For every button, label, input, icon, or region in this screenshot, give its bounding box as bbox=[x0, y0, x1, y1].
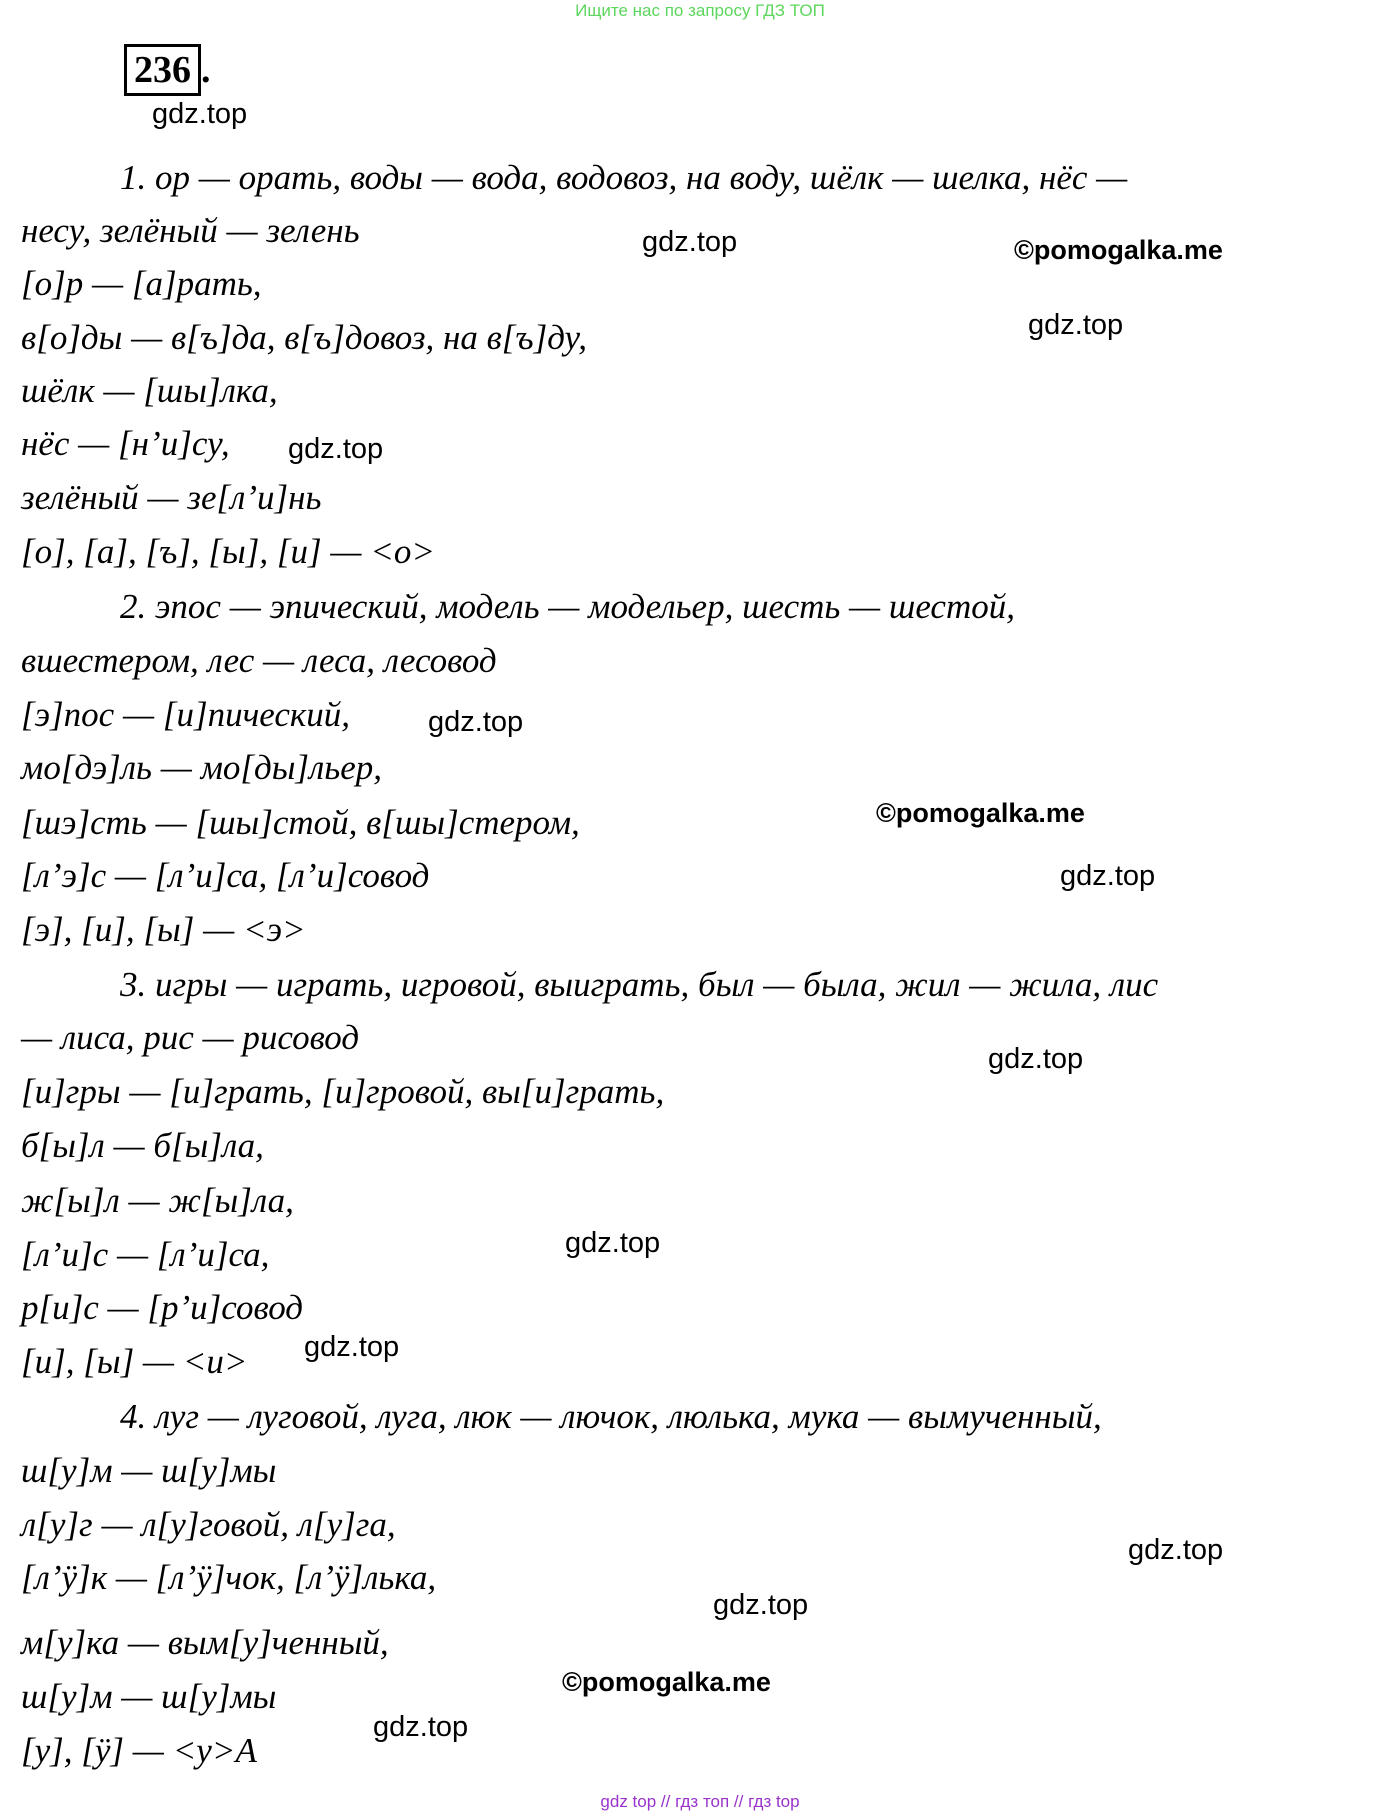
text-line: [л’и]с — [л’и]са, bbox=[21, 1235, 270, 1274]
watermark-gdz: gdz.top bbox=[713, 1589, 809, 1621]
text-line: р[и]с — [р’и]совод bbox=[21, 1288, 303, 1327]
watermark-gdz: gdz.top bbox=[1128, 1534, 1224, 1566]
watermark-gdz: gdz.top bbox=[373, 1711, 469, 1743]
text-line: [о]р — [а]рать, bbox=[21, 264, 262, 303]
watermark-gdz: gdz.top bbox=[288, 433, 384, 465]
task-number-box: 236 bbox=[124, 44, 201, 96]
text-line: в[о]ды — в[ъ]да, в[ъ]довоз, на в[ъ]ду, bbox=[21, 318, 587, 357]
text-line: ш[у]м — ш[у]мы bbox=[21, 1451, 277, 1490]
text-line: 2. эпос — эпический, модель — модельер, шесть — шестой, bbox=[120, 587, 1015, 626]
text-line: ш[у]м — ш[у]мы bbox=[21, 1677, 277, 1716]
watermark-gdz: gdz.top bbox=[304, 1331, 400, 1363]
watermark-gdz: gdz.top bbox=[988, 1043, 1084, 1075]
text-line: — лиса, рис — рисовод bbox=[21, 1018, 360, 1057]
watermark-gdz: gdz.top bbox=[642, 226, 738, 258]
text-line: м[у]ка — вым[у]ченный, bbox=[21, 1623, 389, 1662]
text-line: б[ы]л — б[ы]ла, bbox=[21, 1126, 264, 1165]
text-line: [о], [а], [ъ], [ы], [и] — <о> bbox=[21, 532, 435, 571]
task-number bbox=[124, 44, 211, 96]
watermark-gdz: gdz.top bbox=[1028, 309, 1124, 341]
text-line: [у], [ӱ] — <у>А bbox=[21, 1731, 257, 1770]
text-line: [э]пос — [и]пический, bbox=[21, 695, 350, 734]
text-line: зелёный — зе[л’и]нь bbox=[21, 478, 322, 517]
text-line: 3. игры — играть, игровой, выиграть, был — была, жил — жила, лис bbox=[120, 965, 1159, 1004]
text-line: 4. луг — луговой, луга, люк — лючок, люлька, мука — вымученный, bbox=[120, 1397, 1102, 1436]
text-line: [и], [ы] — <и> bbox=[21, 1342, 248, 1381]
text-line: [шэ]сть — [шы]стой, в[шы]стером, bbox=[21, 803, 580, 842]
task-number-dot: . bbox=[201, 49, 211, 91]
text-line: [л’ӱ]к — [л’ӱ]чок, [л’ӱ]лька, bbox=[21, 1558, 437, 1597]
watermark-gdz: gdz.top bbox=[565, 1227, 661, 1259]
watermark-pomogalka: ©pomogalka.me bbox=[562, 1667, 771, 1697]
text-line: нёс — [н’и]су, bbox=[21, 424, 230, 463]
watermark-pomogalka: ©pomogalka.me bbox=[1014, 235, 1223, 265]
text-line: мо[дэ]ль — мо[ды]льер, bbox=[21, 748, 383, 787]
text-line: вшестером, лес — леса, лесовод bbox=[21, 641, 497, 680]
watermark-gdz: gdz.top bbox=[152, 98, 248, 130]
footer-links[interactable]: gdz top // гдз топ // гдз top bbox=[600, 1792, 800, 1811]
text-line: [э], [и], [ы] — <э> bbox=[21, 910, 306, 949]
header-search-hint[interactable]: Ищите нас по запросу ГДЗ ТОП bbox=[575, 1, 825, 20]
text-line: ж[ы]л — ж[ы]ла, bbox=[21, 1181, 294, 1220]
watermark-gdz: gdz.top bbox=[428, 706, 524, 738]
watermark-gdz: gdz.top bbox=[1060, 860, 1156, 892]
text-line: 1. ор — орать, воды — вода, водовоз, на воду, шёлк — шелка, нёс — bbox=[120, 158, 1128, 197]
text-line: несу, зелёный — зелень bbox=[21, 211, 360, 250]
text-line: л[у]г — л[у]говой, л[у]га, bbox=[21, 1505, 396, 1544]
text-line: [и]гры — [и]грать, [и]гровой, вы[и]грать, bbox=[21, 1072, 665, 1111]
text-line: [л’э]с — [л’и]са, [л’и]совод bbox=[21, 856, 430, 895]
watermark-pomogalka: ©pomogalka.me bbox=[876, 798, 1085, 828]
text-line: шёлк — [шы]лка, bbox=[21, 371, 278, 410]
